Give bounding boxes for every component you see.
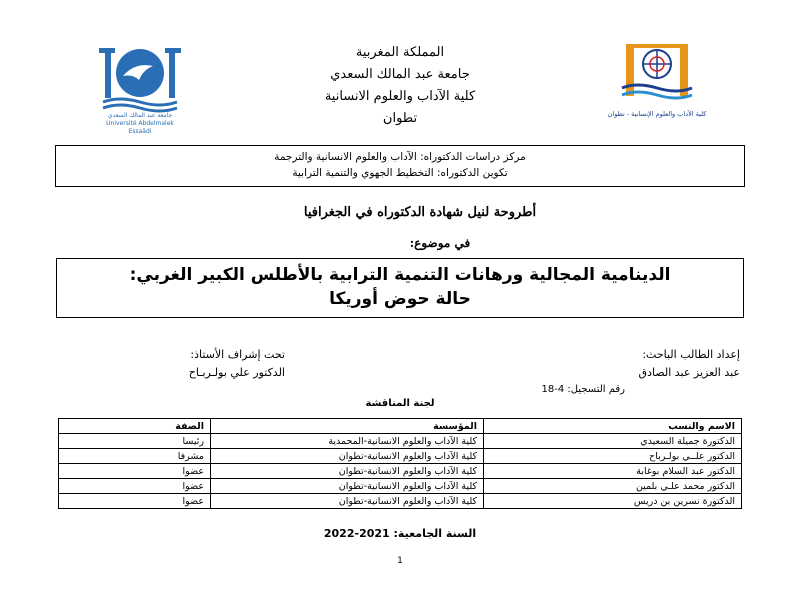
member-role: عضوا [59,479,211,494]
thesis-title-line-2: حالة حوض أوريكا [329,289,471,309]
header-line-4: تطوان [382,111,418,126]
member-name: الدكتور محمد علـي بلمين [484,479,742,494]
table-row [59,434,742,449]
doctoral-program-line: تكوين الدكتوراه: التخطيط الجهوي والتنمية الترابية [292,167,508,179]
student-name: عبد العزيز عبد الصادق [638,366,740,379]
page-number: 1 [397,556,403,566]
doctoral-center-box [55,145,745,187]
member-institution: كلية الآداب والعلوم الانسانية-تطوان [211,494,484,509]
member-name: الدكتورة جميلة السعيدي [484,434,742,449]
committee-header-row [59,419,742,434]
header-line-3: كلية الآداب والعلوم الانسانية [324,89,476,104]
student-label: إعداد الطالب الباحث: [642,348,740,361]
header-block [250,42,550,130]
faculty-logo [607,40,707,125]
supervisor-name: الدكتور علي بولـربـاح [188,366,285,379]
thesis-label: أطروحة لنيل شهادة الدكتوراه في الجغرافيا [303,205,537,220]
table-row [59,464,742,479]
member-name: الدكتورة نسرين بن دريس [484,494,742,509]
member-role: عضوا [59,494,211,509]
right-logo-text: كلية الآداب والعلوم الإنسانية - تطوان [607,110,707,118]
header-line-1: المملكة المغربية [355,45,445,60]
member-role: عضوا [59,464,211,479]
member-institution: كلية الآداب والعلوم الانسانية-المحمدية [211,434,484,449]
table-row [59,494,742,509]
member-name: الدكتور عبد السلام بوغابة [484,464,742,479]
thesis-title-box [56,258,744,318]
member-name: الدكتور علــي بولـرباح [484,449,742,464]
left-logo-latin: Université Abdelmalek Essaâdi [106,120,174,135]
member-institution: كلية الآداب والعلوم الانسانية-تطوان [211,479,484,494]
university-logo [95,40,185,135]
left-logo-text: جامعة عبد المالك السعدي [107,112,173,119]
supervisor-label: تحت إشراف الأستاذ: [190,348,285,361]
table-row [59,449,742,464]
header-institution: المؤسسة [211,419,484,434]
header-name: الاسم والنسب [484,419,742,434]
member-institution: كلية الآداب والعلوم الانسانية-تطوان [211,449,484,464]
committee-table [58,418,742,509]
member-role: رئيسا [59,434,211,449]
doctoral-center-line: مركز دراسات الدكتوراه: الآداب والعلوم الانسانية والترجمة [274,151,526,163]
member-role: مشرفا [59,449,211,464]
committee-label: لجنة المناقشة [365,398,435,409]
header-role: الصفة [59,419,211,434]
thesis-title-line-1: الدينامية المجالية ورهانات التنمية الترابية بالأطلس الكبير الغربي: [129,265,671,285]
registration-number: رقم التسجيل: 4-18 [541,384,625,395]
subject-label: في موضوع: [409,236,471,250]
table-row [59,479,742,494]
member-institution: كلية الآداب والعلوم الانسانية-تطوان [211,464,484,479]
header-line-2: جامعة عبد المالك السعدي [330,67,470,82]
academic-year: السنة الجامعية: 2021-2022 [323,527,477,540]
